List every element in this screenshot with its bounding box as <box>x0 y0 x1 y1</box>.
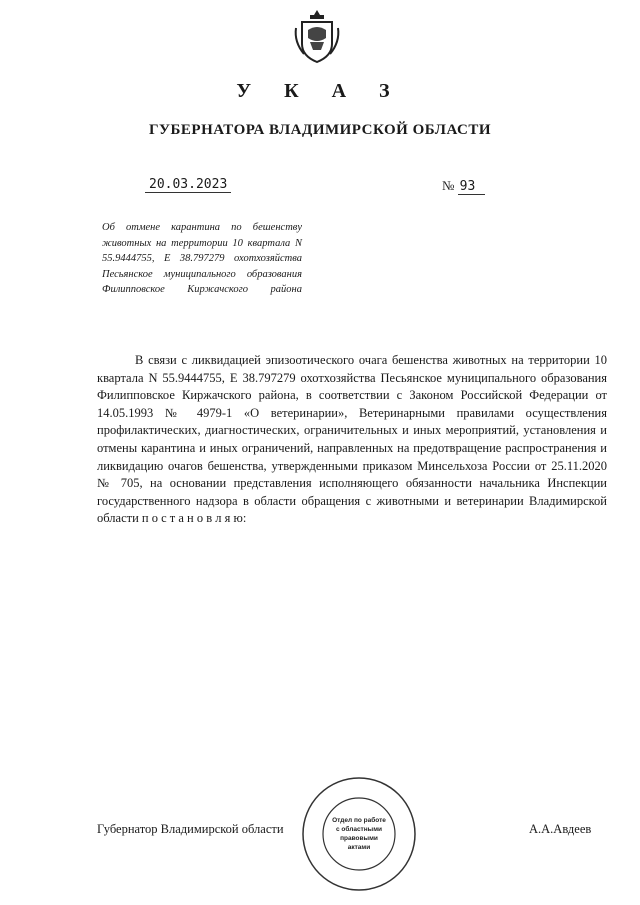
seal-center-text: Отдел по работе <box>332 817 386 824</box>
official-seal-icon <box>300 775 418 893</box>
signatory-name: А.А.Авдеев <box>529 822 592 836</box>
seal-center-text: правовыми <box>340 835 378 842</box>
preamble-paragraph: В связи с ликвидацией эпизоотического очага бешенства животных на территории 10 квартала N 55.9444755, E 38.797279 охотхозяйства Песьянское муниципального образования Филипповское Киржачского района, в соответствии с Законом Российской Федерации от 14.05.1993 № 4979-1 «О ветеринарии», Ветеринарными правилами осуществления профилактических, диагностических, ограничительных и иных мероприятий, установления и отмены карантина и иных ограничений, направленных на предотвращение распространения и ликвидацию очагов бешенства, утвержденными приказом Минсельхоза России от 25.11.2020 № 705, на основании представления исполняющего обязанности начальника Инспекции государственного надзора в области обращения с животными и ветеринарии Владимирской области п о с т а н о в л я ю: <box>97 353 607 526</box>
document-number <box>442 178 485 194</box>
number-value: 93 <box>458 179 486 195</box>
seal-center-text: актами <box>347 844 371 851</box>
seal-center-text: с областными <box>335 826 383 833</box>
document-date: 20.03.2023 <box>145 177 231 193</box>
document-subject: Об отмене карантина по бешенству животных на территории 10 квартала N 55.9444755, E 38.797279 охотхозяйства Песьянское муниципального образования Филипповское Киржачского района <box>102 222 302 295</box>
document-subtitle: ГУБЕРНАТОРА ВЛАДИМИРСКОЙ ОБЛАСТИ <box>148 122 492 138</box>
document-title: У К А З <box>236 80 404 102</box>
signatory-position: Губернатор Владимирской области <box>97 822 284 836</box>
coat-of-arms-icon <box>292 8 342 64</box>
document-body <box>97 352 607 528</box>
number-label: № <box>442 178 455 193</box>
